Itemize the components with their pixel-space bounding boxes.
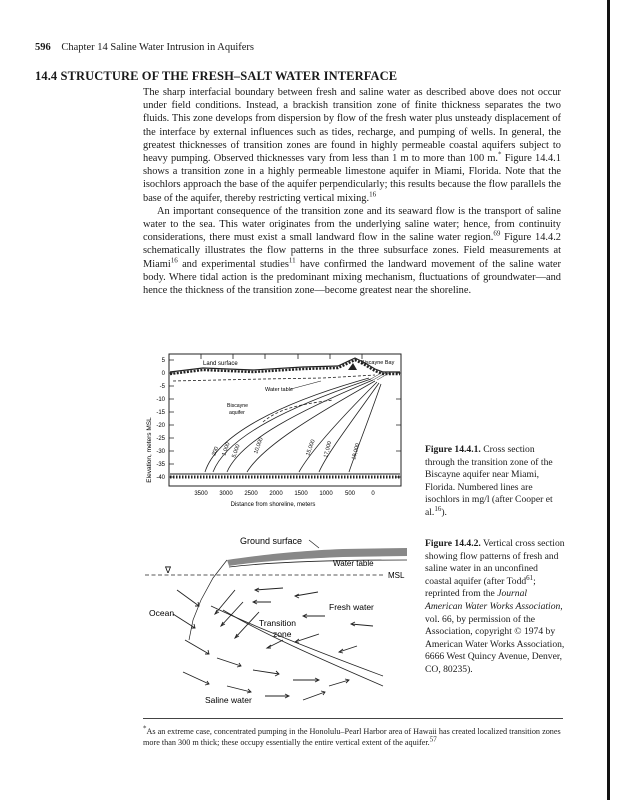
- y-tick: 0: [161, 371, 165, 377]
- footnote-rule: [143, 718, 563, 719]
- paragraph-1: The sharp interfacial boundary between fresh and saline water as described above does not occur under field conditions. Instead, a brackish transition zone of finite thickness separates the two fluids. This zone develops from dispersion by flow of the fresh water plus unsteady displacement of the interface by external influences such as tides, recharge, and pumping of wells. In general, the greatest thicknesses of transition zones are found in highly permeable coastal aquifers subject to heavy pumping. Observed thicknesses vary from less than 1 m to more than 100 m.* Figure 14.4.1 shows a transition zone in a highly permeable limestone aquifer in Miami, Florida. Note that the isochlors approach the base of the aquifer perpendicularly; this results because the flow parallels the base of the aquifer, thereby restricting vertical mixing.$^{16}$: [143, 87, 561, 204]
- aquifer-label-1: Biscayne: [227, 403, 249, 409]
- land-surface-label: Land surface: [203, 361, 238, 367]
- x-tick: 3000: [219, 491, 233, 497]
- running-head: [35, 42, 254, 53]
- y-tick: -25: [156, 436, 165, 442]
- footnote: *As an extreme case, concentrated pumping in the Honolulu–Pearl Harbor area of Hawaii has created localized transition zones more than 300 m thick; these occupy essentially the entire vertical extent of the aquifer.$^{57}$: [143, 724, 561, 747]
- x-tick: 2000: [269, 491, 283, 497]
- isochlor-label: 200: [211, 445, 221, 457]
- x-tick: 1500: [294, 491, 308, 497]
- ground-surface-band: [227, 548, 407, 566]
- figure-14-4-2-caption: Figure 14.4.2. Vertical cross section showing flow patterns of fresh and saline water in an unconfined coastal aquifer (after Todd$^{61}$; reprinted from the Journal American Water Works Association, vol. 66, by permission of the Association, copyright © 1974 by American Water Works Association, 6666 West Quincy Avenue, Denver, CO, 80235).: [425, 538, 565, 675]
- ocean-label: Ocean: [149, 608, 175, 618]
- y-tick: -10: [156, 397, 165, 403]
- y-tick: -35: [156, 462, 165, 468]
- x-axis-label: Distance from shoreline, meters: [230, 502, 316, 508]
- chapter-label: Chapter 14: [61, 42, 108, 53]
- chapter-title: Saline Water Intrusion in Aquifers: [110, 42, 254, 53]
- interface-lines: [211, 606, 383, 686]
- page-number: 596: [35, 42, 51, 53]
- y-axis-label: Elevation, meters MSL: [146, 417, 153, 483]
- ground-surface-label: Ground surface: [240, 536, 303, 546]
- isochlor-label: 15,000: [305, 438, 317, 457]
- y-tick: -40: [156, 475, 165, 481]
- x-tick: 500: [344, 491, 356, 497]
- water-table-label: Water table: [265, 387, 293, 393]
- water-table-line: [173, 375, 375, 381]
- section-title: STRUCTURE OF THE FRESH–SALT WATER INTERFACE: [60, 69, 398, 83]
- y-tick: 5: [161, 358, 165, 364]
- y-tick: -5: [159, 384, 165, 390]
- msl-label: MSL: [388, 571, 405, 580]
- plot-frame: [169, 354, 401, 486]
- spoil-mound-icon: [348, 363, 357, 370]
- figure-14-4-2-flow-diagram: [143, 530, 418, 710]
- y-tick: -15: [156, 410, 165, 416]
- section-heading: [35, 69, 397, 84]
- biscayne-bay-label: Biscayne Bay: [361, 360, 395, 366]
- isochlor-labels: [211, 437, 361, 461]
- figure-14-4-1-cross-section: [143, 350, 418, 528]
- fresh-water-label: Fresh water: [329, 602, 374, 612]
- paragraph-2: An important consequence of the transition zone and its seaward flow is the transport of saline water to the sea. This water originates from the underlying saline water; hence, from continuity considerations, there must exist a small landward flow in the saline water region.$^{69}$ Figure 14.4.2 schematically illustrates the flow patterns in the three subsurface zones. Field measurements at Miami$^{16}$ and experimental studies$^{11}$ have confirmed the landward movement of the saline water body. Where tidal action is the predominant mixing mechanism, fluctuations of groundwater—and hence the thickness of the transition zone—become greatest near the shoreline.: [143, 205, 561, 297]
- water-level-symbol: ∇: [165, 565, 172, 575]
- body-text: [143, 86, 561, 297]
- figure-14-4-1-caption: Figure 14.4.1. Cross section through the transition zone of the Biscayne aquifer near Miami, Florida. Numbered lines are isochlors in mg/l (after Cooper et al.$^{16}$).: [425, 444, 553, 518]
- x-ticks: [194, 491, 375, 497]
- isochlor-label: 1,000: [221, 441, 232, 457]
- x-tick: 0: [371, 491, 375, 497]
- saline-water-label: Saline water: [205, 695, 252, 705]
- aquifer-label-2: aquifer: [229, 410, 245, 416]
- isochlor-label: 17,000: [323, 440, 334, 459]
- transition-label: Transition: [259, 618, 297, 628]
- water-table-label: Water table: [333, 559, 374, 568]
- y-tick: -30: [156, 449, 165, 455]
- isochlor-label: 19,000: [351, 442, 362, 461]
- x-tick: 3500: [194, 491, 208, 497]
- x-tick: 1000: [319, 491, 333, 497]
- isochlor-label: 5,000: [231, 443, 242, 459]
- zone-label: zone: [273, 629, 292, 639]
- section-number: 14.4: [35, 69, 58, 83]
- page-spine-edge: [607, 0, 610, 800]
- x-tick: 2500: [244, 491, 258, 497]
- y-ticks: [156, 358, 401, 481]
- isochlor-label: 10,000: [253, 436, 265, 455]
- y-tick: -20: [156, 423, 165, 429]
